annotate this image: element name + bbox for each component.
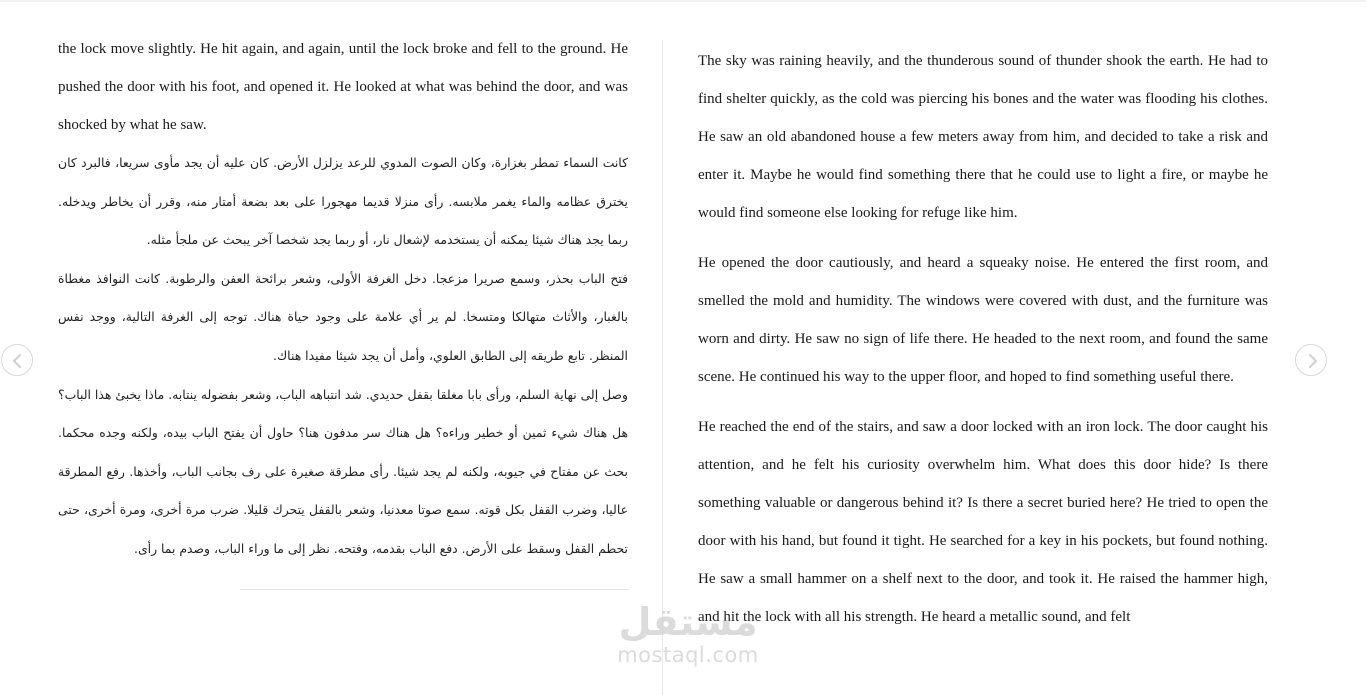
english-continuation: the lock move slightly. He hit again, and again, until the lock broke and fell to the ground. He pushed the door with his foot, and opened it. He looked at what was behind the door, and was shocked by what he saw. — [58, 41, 628, 133]
chevron-right-icon — [1296, 345, 1328, 377]
right-page — [698, 42, 1268, 695]
top-border — [0, 0, 1366, 2]
next-page-button[interactable] — [1295, 344, 1327, 376]
arabic-paragraph-3: وصل إلى نهاية السلم، ورأى بابا مغلقا بقفل حديدي. شد انتباهه الباب، وشعر بفضوله ينتابه. ماذا يخبئ هذا الباب؟ هل هناك شيء ثمين أو خطير وراءه؟ هل هناك سر مدفون هنا؟ حاول أن يفتح الباب بيده، ولكنه وجده محكما. بحث عن مفتاح في جيوبه، ولكنه لم يجد شيئا. رأى مطرقة صغيرة على رف بجانب الباب، وأخذها. رفع المطرقة عاليا، وضرب القفل بكل قوته. سمع صوتا معدنيا، وشعر بالقفل يتحرك قليلا. ضرب مرة أخرى، ومرة أخرى، حتى تحطم القفل وسقط على الأرض. دفع الباب بقدمه، وفتحه. نظر إلى ما وراء الباب، وصدم بما رأى. — [58, 386, 628, 556]
watermark-arabic: مستقل — [618, 600, 758, 644]
section-end-rule — [240, 589, 629, 590]
english-paragraph-3: He reached the end of the stairs, and saw a door locked with an iron lock. The door caught his attention, and he felt his curiosity overwhelm him. What does this door hide? Is there something valuable or dangerous behind it? Is there a secret buried here? He tried to open the door with his hand, but found it tight. He searched for a key in his pockets, but found nothing. He saw a small hammer on a shelf next to the door, and took it. He raised the hammer high, and hit the lock with all his strength. He heard a metallic sound, and felt — [698, 419, 1268, 625]
english-paragraph-2: He opened the door cautiously, and heard a squeaky noise. He entered the first room, and smelled the mold and humidity. The windows were covered with dust, and the furniture was worn and dirty. He saw no sign of life there. He headed to the next room, and found the same scene. He continued his way to the upper floor, and hoped to find something useful there. — [698, 255, 1268, 385]
watermark-latin: mostaql.com — [617, 643, 759, 667]
english-paragraph-1: The sky was raining heavily, and the thunderous sound of thunder shook the earth. He had to find shelter quickly, as the cold was piercing his bones and the water was flooding his clothes. He saw an old abandoned house a few meters away from him, and decided to take a risk and enter it. Maybe he would find something there that he could use to light a fire, or maybe he would find someone else looking for refuge like him. — [698, 53, 1268, 221]
prev-page-button[interactable] — [1, 344, 33, 376]
arabic-paragraph-2: فتح الباب بحذر، وسمع صريرا مزعجا. دخل الغرفة الأولى، وشعر برائحة العفن والرطوبة. كانت النوافذ مغطاة بالغبار، والأثاث متهالكا ومتسخا. لم ير أي علامة على وجود حياة هناك. توجه إلى الغرفة التالية، ووجد نفس المنظر. تابع طريقه إلى الطابق العلوي، وأمل أن يجد شيئا مفيدا هناك. — [58, 270, 628, 363]
chevron-left-icon — [2, 345, 34, 377]
left-page — [58, 30, 628, 695]
arabic-paragraph-1: كانت السماء تمطر بغزارة، وكان الصوت المدوي للرعد يزلزل الأرض. كان عليه أن يجد مأوى سريعا، فالبرد كان يخترق عظامه والماء يغمر ملابسه. رأى منزلا قديما مهجورا على بعد بضعة أمتار منه، وقرر أن يخاطر ويدخله. ربما يجد هناك شيئا يمكنه أن يستخدمه لإشعال نار، أو ربما يجد شخصا آخر يبحث عن ملجأ مثله. — [58, 155, 628, 248]
page-divider — [662, 40, 663, 695]
